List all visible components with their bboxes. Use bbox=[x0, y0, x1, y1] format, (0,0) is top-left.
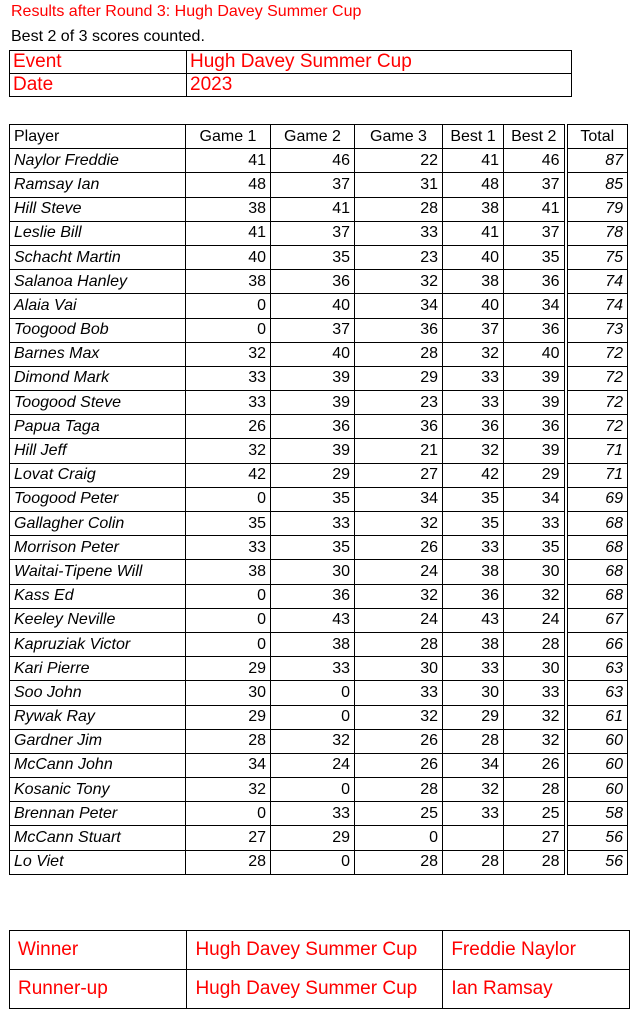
player-cell: Rywak Ray bbox=[10, 705, 186, 729]
game-2-cell: 30 bbox=[271, 560, 355, 584]
runner-up-event: Hugh Davey Summer Cup bbox=[187, 970, 443, 1009]
game-1-cell: 27 bbox=[186, 826, 271, 850]
event-label: Event bbox=[10, 51, 187, 74]
game-2-cell: 32 bbox=[271, 729, 355, 753]
game-2-cell: 33 bbox=[271, 802, 355, 826]
game-2-cell: 37 bbox=[271, 173, 355, 197]
player-cell: Gallagher Colin bbox=[10, 512, 186, 536]
best-1-cell: 35 bbox=[443, 512, 504, 536]
table-row bbox=[10, 318, 628, 342]
best-1-cell: 38 bbox=[443, 560, 504, 584]
game-3-cell: 26 bbox=[355, 753, 443, 777]
page-subtitle: Best 2 of 3 scores counted. bbox=[11, 28, 205, 45]
game-2-cell: 41 bbox=[271, 197, 355, 221]
table-row bbox=[10, 778, 628, 802]
game-1-cell: 38 bbox=[186, 270, 271, 294]
player-cell: Lo Viet bbox=[10, 850, 186, 874]
game-3-cell: 32 bbox=[355, 705, 443, 729]
player-cell: Toogood Steve bbox=[10, 391, 186, 415]
best-1-cell: 28 bbox=[443, 850, 504, 874]
game-1-cell: 33 bbox=[186, 391, 271, 415]
game-3-cell: 24 bbox=[355, 608, 443, 632]
date-label: Date bbox=[10, 74, 187, 97]
table-row bbox=[10, 197, 628, 221]
game-3-cell: 27 bbox=[355, 463, 443, 487]
column-header-best-2: Best 2 bbox=[504, 125, 566, 149]
best-2-cell: 35 bbox=[504, 536, 566, 560]
best-2-cell: 32 bbox=[504, 729, 566, 753]
game-3-cell: 25 bbox=[355, 802, 443, 826]
game-3-cell: 0 bbox=[355, 826, 443, 850]
player-cell: Brennan Peter bbox=[10, 802, 186, 826]
player-cell: Waitai-Tipene Will bbox=[10, 560, 186, 584]
game-1-cell: 38 bbox=[186, 560, 271, 584]
table-row bbox=[10, 245, 628, 269]
game-2-cell: 38 bbox=[271, 632, 355, 656]
table-row bbox=[10, 173, 628, 197]
best-2-cell: 30 bbox=[504, 560, 566, 584]
game-1-cell: 41 bbox=[186, 221, 271, 245]
game-2-cell: 36 bbox=[271, 270, 355, 294]
best-1-cell: 29 bbox=[443, 705, 504, 729]
game-2-cell: 40 bbox=[271, 342, 355, 366]
game-3-cell: 33 bbox=[355, 681, 443, 705]
game-2-cell: 0 bbox=[271, 681, 355, 705]
total-cell: 63 bbox=[566, 681, 628, 705]
game-1-cell: 0 bbox=[186, 802, 271, 826]
winner-label: Winner bbox=[10, 931, 187, 970]
game-2-cell: 35 bbox=[271, 536, 355, 560]
game-3-cell: 30 bbox=[355, 657, 443, 681]
best-2-cell: 28 bbox=[504, 778, 566, 802]
best-1-cell: 33 bbox=[443, 366, 504, 390]
game-1-cell: 0 bbox=[186, 318, 271, 342]
table-row bbox=[10, 149, 628, 173]
date-row bbox=[10, 74, 572, 97]
game-3-cell: 21 bbox=[355, 439, 443, 463]
game-1-cell: 0 bbox=[186, 487, 271, 511]
game-2-cell: 35 bbox=[271, 487, 355, 511]
best-1-cell: 33 bbox=[443, 802, 504, 826]
game-2-cell: 40 bbox=[271, 294, 355, 318]
table-row bbox=[10, 681, 628, 705]
winner-row bbox=[10, 931, 630, 970]
table-row bbox=[10, 632, 628, 656]
game-1-cell: 48 bbox=[186, 173, 271, 197]
table-row bbox=[10, 826, 628, 850]
player-cell: Kapruziak Victor bbox=[10, 632, 186, 656]
table-row bbox=[10, 463, 628, 487]
column-header-player: Player bbox=[10, 125, 186, 149]
page-title: Results after Round 3: Hugh Davey Summer Cup bbox=[11, 3, 362, 20]
game-2-cell: 0 bbox=[271, 705, 355, 729]
player-cell: Kass Ed bbox=[10, 584, 186, 608]
table-row bbox=[10, 802, 628, 826]
total-cell: 72 bbox=[566, 391, 628, 415]
game-1-cell: 35 bbox=[186, 512, 271, 536]
best-1-cell: 40 bbox=[443, 294, 504, 318]
best-2-cell: 34 bbox=[504, 487, 566, 511]
player-cell: McCann John bbox=[10, 753, 186, 777]
game-3-cell: 36 bbox=[355, 318, 443, 342]
best-1-cell: 33 bbox=[443, 536, 504, 560]
game-3-cell: 32 bbox=[355, 270, 443, 294]
game-1-cell: 32 bbox=[186, 439, 271, 463]
table-row bbox=[10, 342, 628, 366]
total-cell: 69 bbox=[566, 487, 628, 511]
game-1-cell: 0 bbox=[186, 632, 271, 656]
best-1-cell: 33 bbox=[443, 391, 504, 415]
player-cell: Barnes Max bbox=[10, 342, 186, 366]
game-2-cell: 46 bbox=[271, 149, 355, 173]
best-2-cell: 33 bbox=[504, 512, 566, 536]
player-cell: Kari Pierre bbox=[10, 657, 186, 681]
game-1-cell: 32 bbox=[186, 778, 271, 802]
total-cell: 78 bbox=[566, 221, 628, 245]
total-cell: 60 bbox=[566, 753, 628, 777]
winner-event: Hugh Davey Summer Cup bbox=[187, 931, 443, 970]
table-row bbox=[10, 850, 628, 874]
best-1-cell: 28 bbox=[443, 729, 504, 753]
best-1-cell: 40 bbox=[443, 245, 504, 269]
best-1-cell: 36 bbox=[443, 584, 504, 608]
total-cell: 60 bbox=[566, 729, 628, 753]
date-value: 2023 bbox=[187, 74, 572, 97]
player-cell: Kosanic Tony bbox=[10, 778, 186, 802]
player-cell: Ramsay Ian bbox=[10, 173, 186, 197]
game-3-cell: 22 bbox=[355, 149, 443, 173]
total-cell: 66 bbox=[566, 632, 628, 656]
total-cell: 73 bbox=[566, 318, 628, 342]
best-1-cell bbox=[443, 826, 504, 850]
game-3-cell: 32 bbox=[355, 584, 443, 608]
game-2-cell: 39 bbox=[271, 439, 355, 463]
best-2-cell: 36 bbox=[504, 415, 566, 439]
winner-name: Freddie Naylor bbox=[443, 931, 630, 970]
player-cell: Toogood Peter bbox=[10, 487, 186, 511]
game-2-cell: 36 bbox=[271, 415, 355, 439]
game-3-cell: 26 bbox=[355, 729, 443, 753]
total-cell: 68 bbox=[566, 560, 628, 584]
best-2-cell: 25 bbox=[504, 802, 566, 826]
game-2-cell: 33 bbox=[271, 657, 355, 681]
table-row bbox=[10, 487, 628, 511]
player-cell: Dimond Mark bbox=[10, 366, 186, 390]
event-value: Hugh Davey Summer Cup bbox=[187, 51, 572, 74]
game-2-cell: 43 bbox=[271, 608, 355, 632]
best-2-cell: 33 bbox=[504, 681, 566, 705]
game-3-cell: 28 bbox=[355, 632, 443, 656]
game-2-cell: 39 bbox=[271, 366, 355, 390]
game-1-cell: 28 bbox=[186, 729, 271, 753]
table-row bbox=[10, 753, 628, 777]
game-1-cell: 41 bbox=[186, 149, 271, 173]
best-2-cell: 32 bbox=[504, 705, 566, 729]
best-2-cell: 39 bbox=[504, 366, 566, 390]
game-3-cell: 28 bbox=[355, 778, 443, 802]
event-row bbox=[10, 51, 572, 74]
best-1-cell: 32 bbox=[443, 342, 504, 366]
table-row bbox=[10, 512, 628, 536]
player-cell: Leslie Bill bbox=[10, 221, 186, 245]
best-1-cell: 41 bbox=[443, 221, 504, 245]
runner-up-name: Ian Ramsay bbox=[443, 970, 630, 1009]
table-row bbox=[10, 391, 628, 415]
game-3-cell: 34 bbox=[355, 294, 443, 318]
game-3-cell: 29 bbox=[355, 366, 443, 390]
results-body bbox=[10, 149, 628, 875]
player-cell: Toogood Bob bbox=[10, 318, 186, 342]
best-1-cell: 37 bbox=[443, 318, 504, 342]
total-cell: 79 bbox=[566, 197, 628, 221]
best-2-cell: 34 bbox=[504, 294, 566, 318]
total-cell: 67 bbox=[566, 608, 628, 632]
total-cell: 60 bbox=[566, 778, 628, 802]
game-1-cell: 26 bbox=[186, 415, 271, 439]
table-row bbox=[10, 584, 628, 608]
best-2-cell: 29 bbox=[504, 463, 566, 487]
game-1-cell: 0 bbox=[186, 584, 271, 608]
best-2-cell: 37 bbox=[504, 173, 566, 197]
awards-table bbox=[9, 930, 630, 1009]
best-1-cell: 38 bbox=[443, 197, 504, 221]
game-2-cell: 24 bbox=[271, 753, 355, 777]
table-row bbox=[10, 221, 628, 245]
best-2-cell: 32 bbox=[504, 584, 566, 608]
player-cell: Naylor Freddie bbox=[10, 149, 186, 173]
game-1-cell: 28 bbox=[186, 850, 271, 874]
column-header-game-3: Game 3 bbox=[355, 125, 443, 149]
game-1-cell: 33 bbox=[186, 536, 271, 560]
results-header-row bbox=[10, 125, 628, 149]
game-3-cell: 36 bbox=[355, 415, 443, 439]
total-cell: 74 bbox=[566, 270, 628, 294]
total-cell: 63 bbox=[566, 657, 628, 681]
game-2-cell: 0 bbox=[271, 850, 355, 874]
column-header-total: Total bbox=[566, 125, 628, 149]
game-2-cell: 29 bbox=[271, 463, 355, 487]
best-1-cell: 32 bbox=[443, 778, 504, 802]
best-1-cell: 36 bbox=[443, 415, 504, 439]
total-cell: 61 bbox=[566, 705, 628, 729]
player-cell: Schacht Martin bbox=[10, 245, 186, 269]
player-cell: Keeley Neville bbox=[10, 608, 186, 632]
total-cell: 56 bbox=[566, 850, 628, 874]
game-1-cell: 38 bbox=[186, 197, 271, 221]
total-cell: 71 bbox=[566, 439, 628, 463]
total-cell: 87 bbox=[566, 149, 628, 173]
best-2-cell: 39 bbox=[504, 391, 566, 415]
best-1-cell: 30 bbox=[443, 681, 504, 705]
game-3-cell: 32 bbox=[355, 512, 443, 536]
best-2-cell: 40 bbox=[504, 342, 566, 366]
best-1-cell: 33 bbox=[443, 657, 504, 681]
game-3-cell: 24 bbox=[355, 560, 443, 584]
game-1-cell: 30 bbox=[186, 681, 271, 705]
total-cell: 72 bbox=[566, 366, 628, 390]
total-cell: 68 bbox=[566, 584, 628, 608]
results-table bbox=[9, 124, 628, 875]
table-row bbox=[10, 294, 628, 318]
total-cell: 68 bbox=[566, 512, 628, 536]
total-cell: 68 bbox=[566, 536, 628, 560]
total-cell: 56 bbox=[566, 826, 628, 850]
best-1-cell: 41 bbox=[443, 149, 504, 173]
table-row bbox=[10, 270, 628, 294]
table-row bbox=[10, 536, 628, 560]
game-3-cell: 28 bbox=[355, 197, 443, 221]
best-2-cell: 41 bbox=[504, 197, 566, 221]
table-row bbox=[10, 366, 628, 390]
runner-up-label: Runner-up bbox=[10, 970, 187, 1009]
total-cell: 72 bbox=[566, 415, 628, 439]
best-2-cell: 28 bbox=[504, 850, 566, 874]
game-1-cell: 40 bbox=[186, 245, 271, 269]
best-1-cell: 35 bbox=[443, 487, 504, 511]
best-2-cell: 24 bbox=[504, 608, 566, 632]
game-3-cell: 33 bbox=[355, 221, 443, 245]
game-3-cell: 23 bbox=[355, 391, 443, 415]
table-row bbox=[10, 729, 628, 753]
best-2-cell: 37 bbox=[504, 221, 566, 245]
best-2-cell: 46 bbox=[504, 149, 566, 173]
game-3-cell: 34 bbox=[355, 487, 443, 511]
best-1-cell: 38 bbox=[443, 632, 504, 656]
table-row bbox=[10, 560, 628, 584]
player-cell: McCann Stuart bbox=[10, 826, 186, 850]
table-row bbox=[10, 415, 628, 439]
game-2-cell: 39 bbox=[271, 391, 355, 415]
table-row bbox=[10, 439, 628, 463]
game-3-cell: 26 bbox=[355, 536, 443, 560]
game-1-cell: 29 bbox=[186, 705, 271, 729]
total-cell: 58 bbox=[566, 802, 628, 826]
column-header-game-2: Game 2 bbox=[271, 125, 355, 149]
total-cell: 75 bbox=[566, 245, 628, 269]
player-cell: Salanoa Hanley bbox=[10, 270, 186, 294]
best-1-cell: 34 bbox=[443, 753, 504, 777]
game-1-cell: 32 bbox=[186, 342, 271, 366]
best-2-cell: 36 bbox=[504, 318, 566, 342]
game-2-cell: 36 bbox=[271, 584, 355, 608]
game-2-cell: 0 bbox=[271, 778, 355, 802]
player-cell: Hill Steve bbox=[10, 197, 186, 221]
column-header-best-1: Best 1 bbox=[443, 125, 504, 149]
game-1-cell: 42 bbox=[186, 463, 271, 487]
best-2-cell: 36 bbox=[504, 270, 566, 294]
game-1-cell: 34 bbox=[186, 753, 271, 777]
total-cell: 71 bbox=[566, 463, 628, 487]
game-1-cell: 29 bbox=[186, 657, 271, 681]
game-2-cell: 35 bbox=[271, 245, 355, 269]
runner-up-row bbox=[10, 970, 630, 1009]
game-3-cell: 28 bbox=[355, 342, 443, 366]
table-row bbox=[10, 608, 628, 632]
column-header-game-1: Game 1 bbox=[186, 125, 271, 149]
game-2-cell: 33 bbox=[271, 512, 355, 536]
event-info-table bbox=[9, 50, 572, 97]
game-2-cell: 29 bbox=[271, 826, 355, 850]
best-2-cell: 28 bbox=[504, 632, 566, 656]
player-cell: Soo John bbox=[10, 681, 186, 705]
player-cell: Lovat Craig bbox=[10, 463, 186, 487]
total-cell: 72 bbox=[566, 342, 628, 366]
table-row bbox=[10, 705, 628, 729]
table-row bbox=[10, 657, 628, 681]
best-1-cell: 48 bbox=[443, 173, 504, 197]
best-2-cell: 26 bbox=[504, 753, 566, 777]
game-2-cell: 37 bbox=[271, 318, 355, 342]
player-cell: Morrison Peter bbox=[10, 536, 186, 560]
best-1-cell: 42 bbox=[443, 463, 504, 487]
game-1-cell: 0 bbox=[186, 294, 271, 318]
best-2-cell: 39 bbox=[504, 439, 566, 463]
game-3-cell: 31 bbox=[355, 173, 443, 197]
best-2-cell: 35 bbox=[504, 245, 566, 269]
game-1-cell: 33 bbox=[186, 366, 271, 390]
player-cell: Alaia Vai bbox=[10, 294, 186, 318]
best-1-cell: 32 bbox=[443, 439, 504, 463]
player-cell: Gardner Jim bbox=[10, 729, 186, 753]
total-cell: 74 bbox=[566, 294, 628, 318]
game-3-cell: 23 bbox=[355, 245, 443, 269]
best-1-cell: 38 bbox=[443, 270, 504, 294]
game-3-cell: 28 bbox=[355, 850, 443, 874]
total-cell: 85 bbox=[566, 173, 628, 197]
player-cell: Hill Jeff bbox=[10, 439, 186, 463]
game-1-cell: 0 bbox=[186, 608, 271, 632]
game-2-cell: 37 bbox=[271, 221, 355, 245]
best-2-cell: 30 bbox=[504, 657, 566, 681]
best-2-cell: 27 bbox=[504, 826, 566, 850]
player-cell: Papua Taga bbox=[10, 415, 186, 439]
best-1-cell: 43 bbox=[443, 608, 504, 632]
